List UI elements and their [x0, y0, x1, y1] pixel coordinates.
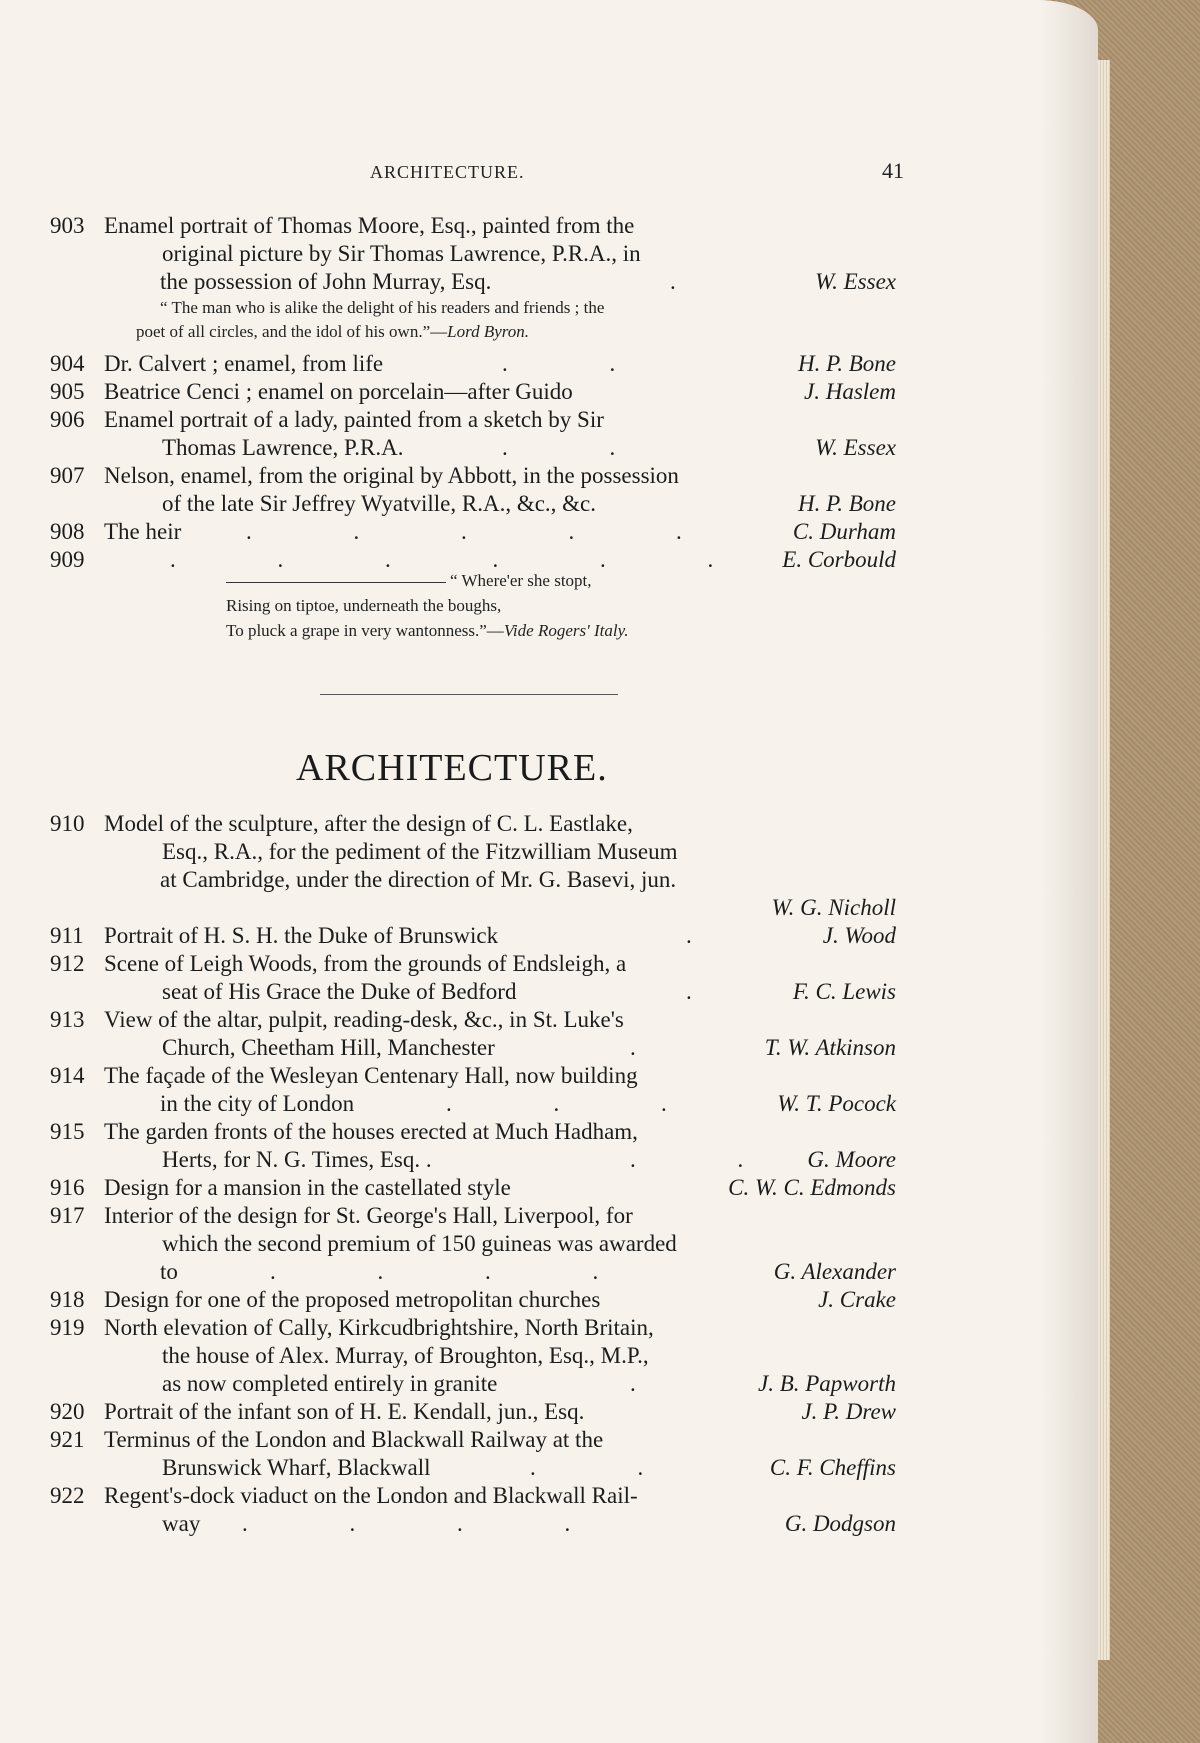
verse-line-text: “ Where'er she stopt, — [450, 571, 592, 590]
artist-name: W. Essex — [815, 269, 896, 294]
leader-dots: . . . . . — [246, 519, 730, 544]
entry-text: Esq., R.A., for the pediment of the Fitzwilliam Museum — [162, 839, 678, 864]
entry-number: 911 — [50, 923, 84, 948]
entry-number: 912 — [50, 951, 85, 976]
leader-dots: . — [630, 1371, 684, 1396]
leader-dots: . . . — [446, 1091, 715, 1116]
entry-text: North elevation of Cally, Kirkcudbrightshire, North Britain, — [104, 1315, 654, 1340]
entry-line — [50, 894, 896, 922]
entry-text: Terminus of the London and Blackwall Railway at the — [104, 1427, 604, 1452]
artist-name: C. W. C. Edmonds — [728, 1175, 896, 1200]
artist-name: G. Alexander — [773, 1259, 896, 1284]
verse-source: Vide Rogers' Italy. — [503, 621, 629, 640]
entry-text: original picture by Sir Thomas Lawrence, P.R.A., in — [162, 241, 641, 266]
entry-text: Interior of the design for St. George's Hall, Liverpool, for — [104, 1203, 633, 1228]
section-heading: ARCHITECTURE. — [296, 747, 608, 789]
entry-line — [50, 810, 896, 838]
quotation — [50, 320, 896, 344]
entry-line — [50, 950, 896, 978]
entry-text: seat of His Grace the Duke of Bedford — [162, 979, 517, 1004]
entry-text: Herts, for N. G. Times, Esq. . — [162, 1147, 432, 1172]
entry-line — [50, 1118, 896, 1146]
entry-line — [50, 1146, 896, 1174]
entry-text: Dr. Calvert ; enamel, from life — [104, 351, 384, 376]
entry-line — [50, 1342, 896, 1370]
entry-text: The heir — [104, 519, 182, 544]
artist-name: J. P. Drew — [801, 1399, 896, 1424]
entry-text: Regent's-dock viaduct on the London and Blackwall Rail- — [104, 1483, 638, 1508]
quote-line: “ The man who is alike the delight of his readers and friends ; the — [160, 298, 605, 317]
quote-source: Lord Byron. — [447, 322, 529, 341]
entry-line — [50, 518, 896, 546]
entry-number: 910 — [50, 811, 85, 836]
entry-number: 914 — [50, 1063, 85, 1088]
em-rule — [226, 582, 446, 583]
entry-text: Nelson, enamel, from the original by Abbott, in the possession — [104, 463, 679, 488]
artist-name: J. Haslem — [804, 379, 896, 404]
entry-line — [50, 1314, 896, 1342]
entry-number: 919 — [50, 1315, 85, 1340]
entry-text: Enamel portrait of a lady, painted from a sketch by Sir — [104, 407, 604, 432]
entry-line — [50, 1426, 896, 1454]
entry-text: Brunswick Wharf, Blackwall — [162, 1455, 431, 1480]
entry-line — [50, 268, 896, 296]
entry-line — [50, 434, 896, 462]
leader-dots: . — [686, 923, 740, 948]
running-header — [370, 158, 904, 186]
entry-line — [50, 212, 896, 240]
verse-line: Rising on tiptoe, underneath the boughs, — [226, 596, 502, 615]
entry-text: Design for a mansion in the castellated style — [104, 1175, 511, 1200]
section-divider — [320, 694, 618, 695]
entry-line — [50, 1202, 896, 1230]
quotation — [50, 296, 896, 320]
entry-line — [50, 1370, 896, 1398]
entry-text: Enamel portrait of Thomas Moore, Esq., painted from the — [104, 213, 635, 238]
entry-number: 920 — [50, 1399, 85, 1424]
entry-text: as now completed entirely in granite — [162, 1371, 498, 1396]
entry-number: 918 — [50, 1287, 85, 1312]
entry-text: The façade of the Wesleyan Centenary Hall, now building — [104, 1063, 638, 1088]
entry-text: The garden fronts of the houses erected at Much Hadham, — [104, 1119, 638, 1144]
artist-name: W. Essex — [815, 435, 896, 460]
entry-line — [50, 240, 896, 268]
entry-line — [50, 378, 896, 406]
entry-line — [50, 1482, 896, 1510]
entry-line — [50, 1230, 896, 1258]
entry-number: 907 — [50, 463, 85, 488]
entry-text: Beatrice Cenci ; enamel on porcelain—after Guido — [104, 379, 573, 404]
artist-name: T. W. Atkinson — [764, 1035, 896, 1060]
quote-line: poet of all circles, and the idol of his own.”— — [136, 322, 448, 341]
entry-number: 905 — [50, 379, 85, 404]
entry-number: 916 — [50, 1175, 85, 1200]
entry-number: 922 — [50, 1483, 85, 1508]
entry-number: 915 — [50, 1119, 85, 1144]
leader-dots: . . . . — [242, 1511, 619, 1536]
entry-number: 906 — [50, 407, 85, 432]
entry-text: Portrait of H. S. H. the Duke of Brunswick — [104, 923, 499, 948]
entry-line — [50, 922, 896, 950]
catalogue-entries-top — [50, 212, 896, 574]
artist-name: W. G. Nicholl — [771, 895, 896, 920]
entry-text: Portrait of the infant son of H. E. Kendall, jun., Esq. — [104, 1399, 585, 1424]
leader-dots: . . — [502, 435, 664, 460]
verse-line — [226, 568, 846, 593]
entry-line — [50, 1454, 896, 1482]
entry-text: Thomas Lawrence, P.R.A. — [162, 435, 404, 460]
entry-text: the house of Alex. Murray, of Broughton, Esq., M.P., — [162, 1343, 649, 1368]
entry-line — [50, 1090, 896, 1118]
entry-number: 904 — [50, 351, 85, 376]
entry-text: Scene of Leigh Woods, from the grounds of Endsleigh, a — [104, 951, 627, 976]
artist-name: J. B. Papworth — [758, 1371, 896, 1396]
entry-text: of the late Sir Jeffrey Wyatville, R.A., &c., &c. — [162, 491, 597, 516]
entry-line — [50, 1006, 896, 1034]
artist-name: H. P. Bone — [798, 351, 896, 376]
entry-text: which the second premium of 150 guineas was awarded — [162, 1231, 677, 1256]
page-number: 41 — [882, 158, 904, 183]
entry-text: to — [160, 1259, 178, 1284]
entry-text: the possession of John Murray, Esq. — [160, 269, 492, 294]
entry-line — [50, 1398, 896, 1426]
entry-number: 913 — [50, 1007, 85, 1032]
entry-number: 903 — [50, 213, 85, 238]
entry-line — [50, 1286, 896, 1314]
entry-line — [50, 1510, 896, 1538]
entry-line — [50, 1258, 896, 1286]
artist-name: C. F. Cheffins — [769, 1455, 896, 1480]
artist-name: H. P. Bone — [798, 491, 896, 516]
entry-text: Design for one of the proposed metropolitan churches — [104, 1287, 601, 1312]
leader-dots: . . . . . . — [170, 547, 762, 572]
artist-name: W. T. Pocock — [777, 1091, 896, 1116]
page-gutter-shade — [1040, 0, 1098, 1743]
leader-dots: . . — [530, 1455, 692, 1480]
leader-dots: . . — [630, 1147, 792, 1172]
entry-number: 921 — [50, 1427, 85, 1452]
entry-text: Model of the sculpture, after the design of C. L. Eastlake, — [104, 811, 633, 836]
verse-line — [226, 618, 846, 643]
leader-dots: . — [630, 1035, 684, 1060]
artist-name: J. Crake — [818, 1287, 896, 1312]
entry-line — [50, 838, 896, 866]
verse-quotation — [226, 568, 846, 643]
leader-dots: . — [670, 269, 724, 294]
entry-text: at Cambridge, under the direction of Mr. G. Basevi, jun. — [160, 867, 677, 892]
entry-line — [50, 1174, 896, 1202]
entry-line — [50, 978, 896, 1006]
artist-name: F. C. Lewis — [792, 979, 896, 1004]
entry-line — [50, 490, 896, 518]
entry-line — [50, 462, 896, 490]
artist-name: G. Dodgson — [784, 1511, 896, 1536]
catalogue-entries-architecture — [50, 810, 896, 1538]
artist-name: J. Wood — [822, 923, 896, 948]
entry-line — [50, 1062, 896, 1090]
entry-number: 908 — [50, 519, 85, 544]
entry-text: View of the altar, pulpit, reading-desk, &c., in St. Luke's — [104, 1007, 624, 1032]
verse-line-text: To pluck a grape in very wantonness.”— — [226, 621, 504, 640]
leader-dots: . — [686, 979, 740, 1004]
artist-name: G. Moore — [807, 1147, 896, 1172]
entry-line — [50, 866, 896, 894]
entry-number: 909 — [50, 547, 85, 572]
entry-line — [50, 1034, 896, 1062]
entry-text: way — [162, 1511, 201, 1536]
entry-line — [50, 406, 896, 434]
entry-number: 917 — [50, 1203, 85, 1228]
leader-dots: . . . . — [270, 1259, 647, 1284]
running-head-title: ARCHITECTURE. — [370, 162, 525, 182]
entry-text: Church, Cheetham Hill, Manchester — [162, 1035, 495, 1060]
artist-name: E. Corbould — [782, 547, 896, 572]
entry-line — [50, 350, 896, 378]
entry-text: in the city of London — [160, 1091, 355, 1116]
leader-dots: . . — [502, 351, 664, 376]
artist-name: C. Durham — [792, 519, 896, 544]
